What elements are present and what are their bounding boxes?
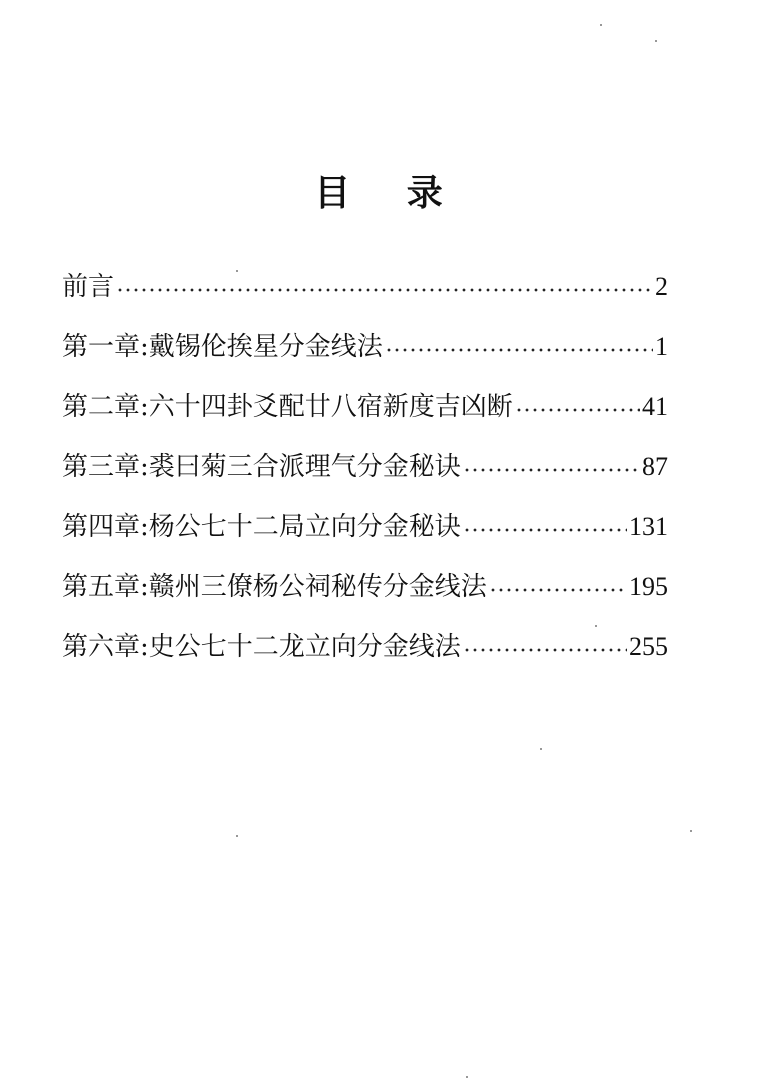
toc-entry-chapter-5[interactable] (62, 562, 668, 622)
toc-entry-label: 第四章:杨公七十二局立向分金秘诀 (62, 512, 461, 542)
dot-leader (463, 465, 640, 475)
scan-speck (236, 270, 238, 272)
toc-entry-label: 第三章:裘曰菊三合派理气分金秘诀 (62, 452, 461, 482)
scan-speck (655, 40, 657, 42)
toc-page-number: 1 (655, 332, 668, 361)
toc-page-number: 255 (629, 632, 668, 661)
toc-page-number: 87 (642, 452, 668, 481)
toc-entry-chapter-3[interactable] (62, 442, 668, 502)
toc-entry-chapter-4[interactable] (62, 502, 668, 562)
toc-entry-chapter-6[interactable] (62, 622, 668, 682)
scan-speck (236, 835, 238, 837)
dot-leader (515, 405, 640, 415)
dot-leader (116, 285, 653, 295)
dot-leader (385, 345, 653, 355)
toc-entry-label: 第六章:史公七十二龙立向分金线法 (62, 632, 461, 662)
toc-page-number: 41 (642, 392, 668, 421)
toc-entry-chapter-2[interactable] (62, 382, 668, 442)
toc-entry-label: 第五章:赣州三僚杨公祠秘传分金线法 (62, 572, 487, 602)
toc-entry-preface[interactable] (62, 262, 668, 322)
toc-entry-chapter-1[interactable] (62, 322, 668, 382)
toc-entry-label: 第二章:六十四卦爻配廿八宿新度吉凶断 (62, 392, 513, 422)
toc-entry-label: 第一章:戴锡伦挨星分金线法 (62, 332, 383, 362)
toc-page-number: 195 (629, 572, 668, 601)
table-of-contents (62, 262, 668, 682)
dot-leader (489, 585, 627, 595)
dot-leader (463, 645, 627, 655)
toc-page-number: 2 (655, 272, 668, 301)
scan-speck (690, 830, 692, 832)
scan-speck (466, 1076, 468, 1078)
page-title: 目 录 (314, 172, 465, 214)
toc-entry-label: 前言 (62, 272, 115, 302)
dot-leader (463, 525, 627, 535)
scan-speck (540, 748, 542, 750)
scan-speck (595, 625, 597, 627)
toc-page-number: 131 (629, 512, 668, 541)
scan-speck (600, 24, 602, 26)
